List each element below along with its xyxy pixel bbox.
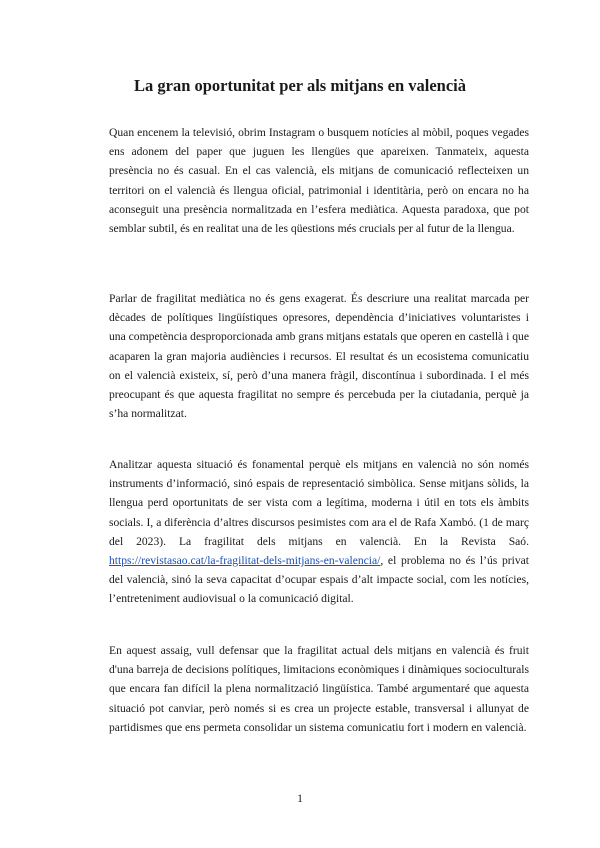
document-title: La gran oportunitat per als mitjans en valencià (134, 76, 466, 95)
paragraph-3-text-before: Analitzar aquesta situació és fonamental perquè els mitjans en valencià no són només instruments d’informació, sinó espais de representació simbòlica. Sense mitjans sòlids, la llengua perd oportunitats de ser vista com a legítima, moderna i útil en tots els àmbits socials. I, a diferència d’altres discursos pesimistes com ara el de Rafa Xambó. (1 de març del 2023). La fragilitat dels mitjans en valencià. En la Revista Saó. (109, 458, 529, 548)
paragraph-3 (109, 455, 529, 609)
paragraph-3-text-after: , el problema no és l’ús privat del valencià, sinó la seva capacitat d’ocupar espais d’alt impacte social, com les notícies, l’entreteniment audiovisual o la comunicació digital. (109, 554, 529, 606)
revista-sao-link[interactable]: https://revistasao.cat/la-fragilitat-dels-mitjans-en-valencia/ (109, 554, 381, 568)
page-number: 1 (297, 792, 303, 805)
paragraph-2: Parlar de fragilitat mediàtica no és gens exagerat. És descriure una realitat marcada per dècades de polítiques lingüístiques opresores, dependència d’iniciatives voluntaristes i una competència desproporcionada amb grans mitjans estatals que operen en castellà i que acaparen la gran majoria audiències i recursos. El resultat és un ecosistema comunicatiu on el valencià existeix, sí, però d’una manera fràgil, discontínua i subordinada. I el més preocupant és que aquesta fragilitat no sempre és percebuda per la ciutadania, perquè ja s’ha normalitzat. (109, 292, 529, 421)
paragraph-4: En aquest assaig, vull defensar que la fragilitat actual dels mitjans en valencià és fruit d'una barreja de decisions polítiques, limitacions econòmiques i dinàmiques socioculturals que encara fan difícil la plena normalització lingüística. També argumentaré que aquesta situació pot canviar, però només si es crea un projecte estable, transversal i allunyat de partidismes que ens permeta consolidar un sistema comunicatiu fort i modern en valencià. (109, 644, 529, 734)
paragraph-1: Quan encenem la televisió, obrim Instagram o busquem notícies al mòbil, poques vegades ens adonem del paper que juguen les llengües que apareixen. Tanmateix, aquesta presència no és casual. En el cas valencià, els mitjans de comunicació reflecteixen un territori on el valencià és llengua oficial, patrimonial i identitària, però on encara no ha aconseguit una presència normalitzada en l’esfera mediàtica. Aquesta paradoxa, que pot semblar subtil, és en realitat una de les qüestions més crucials per al futur de la llengua. (109, 126, 529, 236)
